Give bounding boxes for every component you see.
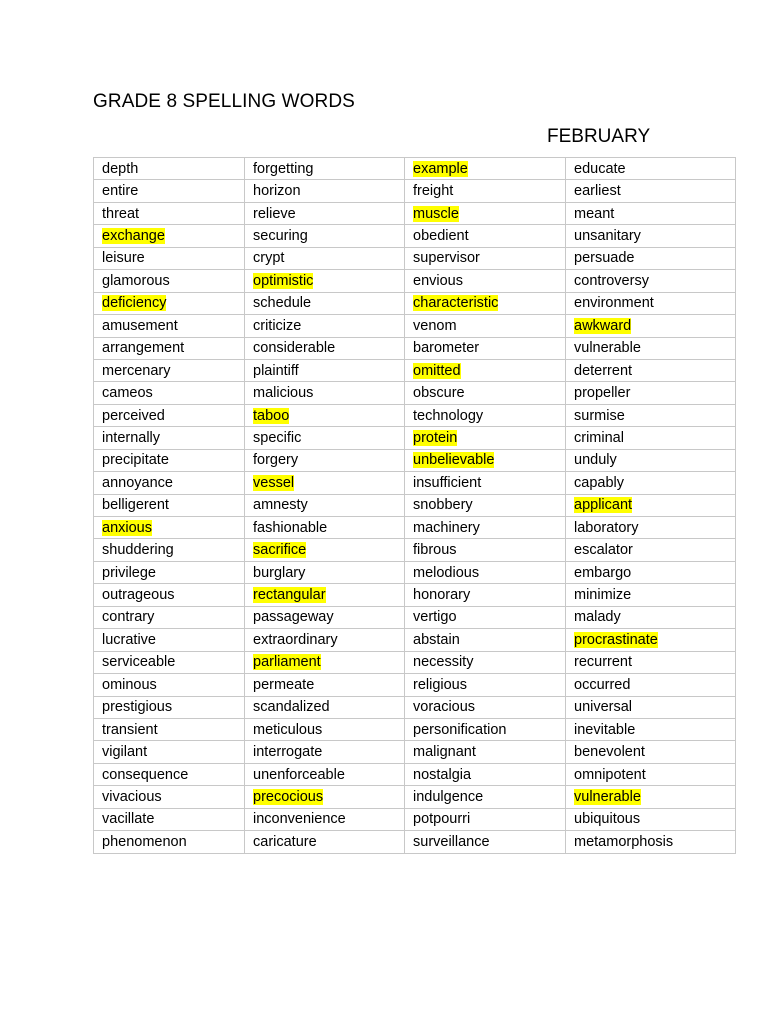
- word: cameos: [102, 385, 153, 402]
- word: earliest: [574, 183, 621, 200]
- table-row: [94, 404, 736, 426]
- word: schedule: [253, 295, 312, 312]
- word-cell: [405, 808, 566, 830]
- word-cell: [566, 786, 736, 808]
- word: nostalgia: [413, 766, 472, 783]
- spelling-words-table: [93, 157, 736, 854]
- word-cell: [405, 831, 566, 853]
- word: benevolent: [574, 744, 645, 761]
- word-cell: [245, 629, 405, 651]
- word: capably: [574, 474, 624, 491]
- word-cell: [245, 404, 405, 426]
- word-cell: [566, 494, 736, 516]
- word: vertigo: [413, 609, 457, 626]
- word-cell: [566, 696, 736, 718]
- highlighted-word: unbelievable: [413, 452, 495, 469]
- word-cell: [566, 517, 736, 539]
- word-cell: [405, 718, 566, 740]
- word-cell: [566, 674, 736, 696]
- word-cell: [94, 517, 245, 539]
- table-row: [94, 225, 736, 247]
- word-cell: [94, 539, 245, 561]
- word: meticulous: [253, 721, 323, 738]
- word-cell: [94, 292, 245, 314]
- word-cell: [94, 763, 245, 785]
- word-cell: [566, 808, 736, 830]
- word-cell: [245, 741, 405, 763]
- word-cell: [566, 359, 736, 381]
- table-row: [94, 606, 736, 628]
- highlighted-word: rectangular: [253, 587, 326, 604]
- spelling-words-body: [94, 158, 736, 854]
- word-cell: [405, 180, 566, 202]
- word: malicious: [253, 385, 314, 402]
- word-cell: [566, 315, 736, 337]
- word-cell: [566, 404, 736, 426]
- word-cell: [245, 696, 405, 718]
- word-cell: [245, 808, 405, 830]
- word: deterrent: [574, 362, 633, 379]
- word-cell: [566, 472, 736, 494]
- word-cell: [245, 449, 405, 471]
- word: barometer: [413, 340, 480, 357]
- word: vivacious: [102, 788, 162, 805]
- word: meant: [574, 205, 615, 222]
- highlighted-word: sacrifice: [253, 542, 307, 559]
- word: forgetting: [253, 160, 314, 177]
- word-cell: [94, 786, 245, 808]
- word: unduly: [574, 452, 617, 469]
- word-cell: [94, 831, 245, 853]
- word: embargo: [574, 564, 632, 581]
- word-cell: [94, 584, 245, 606]
- table-row: [94, 180, 736, 202]
- table-row: [94, 584, 736, 606]
- word-cell: [405, 315, 566, 337]
- word-cell: [94, 315, 245, 337]
- word-cell: [566, 741, 736, 763]
- word-cell: [94, 606, 245, 628]
- word-cell: [405, 629, 566, 651]
- word-cell: [245, 225, 405, 247]
- table-row: [94, 674, 736, 696]
- word-cell: [566, 651, 736, 673]
- highlighted-word: vessel: [253, 474, 295, 491]
- word: insufficient: [413, 474, 482, 491]
- table-row: [94, 427, 736, 449]
- word: depth: [102, 160, 139, 177]
- document-title: GRADE 8 SPELLING WORDS: [93, 91, 355, 112]
- word-cell: [245, 315, 405, 337]
- word: supervisor: [413, 250, 480, 267]
- word-cell: [245, 651, 405, 673]
- table-row: [94, 472, 736, 494]
- word: amnesty: [253, 497, 308, 514]
- highlighted-word: optimistic: [253, 272, 314, 289]
- word-cell: [245, 247, 405, 269]
- word-cell: [94, 270, 245, 292]
- highlighted-word: muscle: [413, 205, 459, 222]
- word: minimize: [574, 587, 632, 604]
- word-cell: [405, 225, 566, 247]
- word-cell: [94, 158, 245, 180]
- table-row: [94, 786, 736, 808]
- word: honorary: [413, 587, 471, 604]
- word-cell: [405, 427, 566, 449]
- table-row: [94, 741, 736, 763]
- word-cell: [245, 337, 405, 359]
- word-cell: [566, 180, 736, 202]
- word: entire: [102, 183, 139, 200]
- word: vigilant: [102, 744, 148, 761]
- word: belligerent: [102, 497, 169, 514]
- word: horizon: [253, 183, 301, 200]
- word: technology: [413, 407, 484, 424]
- word-cell: [94, 247, 245, 269]
- highlighted-word: omitted: [413, 362, 461, 379]
- word-cell: [405, 158, 566, 180]
- word-cell: [566, 158, 736, 180]
- word: securing: [253, 228, 308, 245]
- word: voracious: [413, 699, 476, 716]
- table-row: [94, 763, 736, 785]
- word: surveillance: [413, 833, 490, 850]
- word-cell: [405, 202, 566, 224]
- word-cell: [94, 359, 245, 381]
- word: educate: [574, 160, 626, 177]
- word-cell: [245, 472, 405, 494]
- month-heading: FEBRUARY: [547, 126, 651, 147]
- word: omnipotent: [574, 766, 646, 783]
- word-cell: [566, 449, 736, 471]
- word-cell: [245, 517, 405, 539]
- word: precipitate: [102, 452, 169, 469]
- word: criminal: [574, 429, 624, 446]
- word: metamorphosis: [574, 833, 674, 850]
- word: fibrous: [413, 542, 457, 559]
- word-cell: [245, 427, 405, 449]
- word-cell: [405, 472, 566, 494]
- word: vulnerable: [574, 340, 641, 357]
- word-cell: [566, 763, 736, 785]
- word-cell: [566, 337, 736, 359]
- word: personification: [413, 721, 507, 738]
- word: lucrative: [102, 631, 156, 648]
- word: criticize: [253, 317, 302, 334]
- word: relieve: [253, 205, 296, 222]
- word-cell: [245, 292, 405, 314]
- word: recurrent: [574, 654, 633, 671]
- word: envious: [413, 272, 463, 289]
- word: religious: [413, 676, 467, 693]
- word: machinery: [413, 519, 480, 536]
- word-cell: [245, 606, 405, 628]
- word: malady: [574, 609, 621, 626]
- table-row: [94, 315, 736, 337]
- word-cell: [405, 359, 566, 381]
- word: unenforceable: [253, 766, 345, 783]
- word-cell: [94, 404, 245, 426]
- table-row: [94, 292, 736, 314]
- word-cell: [94, 741, 245, 763]
- word-cell: [245, 539, 405, 561]
- word: abstain: [413, 631, 460, 648]
- word: laboratory: [574, 519, 639, 536]
- word: venom: [413, 317, 457, 334]
- word: glamorous: [102, 272, 170, 289]
- word: amusement: [102, 317, 178, 334]
- word-cell: [94, 674, 245, 696]
- word: controversy: [574, 272, 649, 289]
- table-row: [94, 696, 736, 718]
- word: fashionable: [253, 519, 328, 536]
- word: melodious: [413, 564, 480, 581]
- word-cell: [566, 427, 736, 449]
- word-cell: [245, 561, 405, 583]
- word-cell: [405, 337, 566, 359]
- highlighted-word: exchange: [102, 228, 165, 245]
- word: propeller: [574, 385, 631, 402]
- word-cell: [405, 584, 566, 606]
- word: privilege: [102, 564, 156, 581]
- word-cell: [245, 158, 405, 180]
- word-cell: [405, 449, 566, 471]
- word: persuade: [574, 250, 635, 267]
- word-cell: [566, 539, 736, 561]
- word-cell: [405, 561, 566, 583]
- word-cell: [245, 718, 405, 740]
- word: passageway: [253, 609, 334, 626]
- word-cell: [94, 337, 245, 359]
- table-row: [94, 202, 736, 224]
- word: forgery: [253, 452, 299, 469]
- word-cell: [405, 382, 566, 404]
- word-cell: [405, 696, 566, 718]
- highlighted-word: anxious: [102, 519, 152, 536]
- word: mercenary: [102, 362, 171, 379]
- word: extraordinary: [253, 631, 338, 648]
- word-cell: [566, 831, 736, 853]
- word-cell: [94, 718, 245, 740]
- word: specific: [253, 429, 302, 446]
- word-cell: [94, 808, 245, 830]
- word-cell: [566, 202, 736, 224]
- table-row: [94, 539, 736, 561]
- highlighted-word: vulnerable: [574, 788, 641, 805]
- word: plaintiff: [253, 362, 299, 379]
- table-row: [94, 517, 736, 539]
- highlighted-word: applicant: [574, 497, 633, 514]
- word-cell: [405, 517, 566, 539]
- word-cell: [566, 629, 736, 651]
- word-cell: [405, 247, 566, 269]
- word-cell: [405, 404, 566, 426]
- word-cell: [94, 427, 245, 449]
- word-cell: [245, 584, 405, 606]
- highlighted-word: example: [413, 160, 468, 177]
- highlighted-word: characteristic: [413, 295, 499, 312]
- word: indulgence: [413, 788, 484, 805]
- word-cell: [566, 584, 736, 606]
- word-cell: [245, 180, 405, 202]
- word-cell: [405, 763, 566, 785]
- word: perceived: [102, 407, 165, 424]
- word-cell: [94, 472, 245, 494]
- word-cell: [566, 270, 736, 292]
- word: unsanitary: [574, 228, 641, 245]
- word: consequence: [102, 766, 189, 783]
- word: potpourri: [413, 811, 471, 828]
- word-cell: [405, 651, 566, 673]
- highlighted-word: taboo: [253, 407, 290, 424]
- word: outrageous: [102, 587, 175, 604]
- word: interrogate: [253, 744, 323, 761]
- word-cell: [94, 696, 245, 718]
- word: transient: [102, 721, 158, 738]
- word-cell: [566, 225, 736, 247]
- table-row: [94, 359, 736, 381]
- word: snobbery: [413, 497, 473, 514]
- word-cell: [94, 225, 245, 247]
- highlighted-word: protein: [413, 429, 458, 446]
- word-cell: [94, 651, 245, 673]
- word-cell: [245, 674, 405, 696]
- word-cell: [94, 449, 245, 471]
- word-cell: [245, 786, 405, 808]
- word: arrangement: [102, 340, 185, 357]
- table-row: [94, 651, 736, 673]
- word: surmise: [574, 407, 625, 424]
- table-row: [94, 247, 736, 269]
- word-cell: [405, 674, 566, 696]
- highlighted-word: procrastinate: [574, 631, 658, 648]
- word-cell: [566, 382, 736, 404]
- word-cell: [94, 202, 245, 224]
- word: occurred: [574, 676, 631, 693]
- table-row: [94, 561, 736, 583]
- word-cell: [405, 741, 566, 763]
- table-row: [94, 158, 736, 180]
- word-cell: [405, 786, 566, 808]
- word: scandalized: [253, 699, 330, 716]
- word-cell: [245, 359, 405, 381]
- word: contrary: [102, 609, 155, 626]
- word: inevitable: [574, 721, 636, 738]
- word: annoyance: [102, 474, 173, 491]
- table-row: [94, 629, 736, 651]
- word-cell: [94, 561, 245, 583]
- word-cell: [405, 606, 566, 628]
- word: permeate: [253, 676, 315, 693]
- word: shuddering: [102, 542, 174, 559]
- table-row: [94, 337, 736, 359]
- word-cell: [245, 763, 405, 785]
- word-cell: [94, 180, 245, 202]
- word: crypt: [253, 250, 285, 267]
- word: necessity: [413, 654, 474, 671]
- word-cell: [566, 247, 736, 269]
- word: vacillate: [102, 811, 155, 828]
- word: caricature: [253, 833, 317, 850]
- word-cell: [405, 539, 566, 561]
- word: considerable: [253, 340, 336, 357]
- word: ubiquitous: [574, 811, 641, 828]
- word: prestigious: [102, 699, 173, 716]
- word-cell: [566, 561, 736, 583]
- word-cell: [245, 831, 405, 853]
- word-cell: [245, 202, 405, 224]
- word-cell: [94, 494, 245, 516]
- word: escalator: [574, 542, 633, 559]
- word-cell: [566, 292, 736, 314]
- word: obscure: [413, 385, 465, 402]
- word-cell: [405, 292, 566, 314]
- highlighted-word: parliament: [253, 654, 321, 671]
- table-row: [94, 449, 736, 471]
- word: malignant: [413, 744, 476, 761]
- word-cell: [245, 382, 405, 404]
- table-row: [94, 718, 736, 740]
- table-row: [94, 270, 736, 292]
- word: burglary: [253, 564, 306, 581]
- table-row: [94, 831, 736, 853]
- word: leisure: [102, 250, 145, 267]
- word: inconvenience: [253, 811, 346, 828]
- word: ominous: [102, 676, 157, 693]
- table-row: [94, 382, 736, 404]
- word: environment: [574, 295, 654, 312]
- highlighted-word: awkward: [574, 317, 632, 334]
- table-row: [94, 494, 736, 516]
- word: threat: [102, 205, 140, 222]
- word-cell: [405, 270, 566, 292]
- word-cell: [566, 606, 736, 628]
- word-cell: [245, 494, 405, 516]
- highlighted-word: deficiency: [102, 295, 167, 312]
- word-cell: [94, 629, 245, 651]
- word: universal: [574, 699, 633, 716]
- word: phenomenon: [102, 833, 187, 850]
- word: freight: [413, 183, 454, 200]
- word: internally: [102, 429, 161, 446]
- word-cell: [405, 494, 566, 516]
- word: obedient: [413, 228, 469, 245]
- word-cell: [566, 718, 736, 740]
- word-cell: [245, 270, 405, 292]
- word-cell: [94, 382, 245, 404]
- highlighted-word: precocious: [253, 788, 324, 805]
- word: serviceable: [102, 654, 176, 671]
- table-row: [94, 808, 736, 830]
